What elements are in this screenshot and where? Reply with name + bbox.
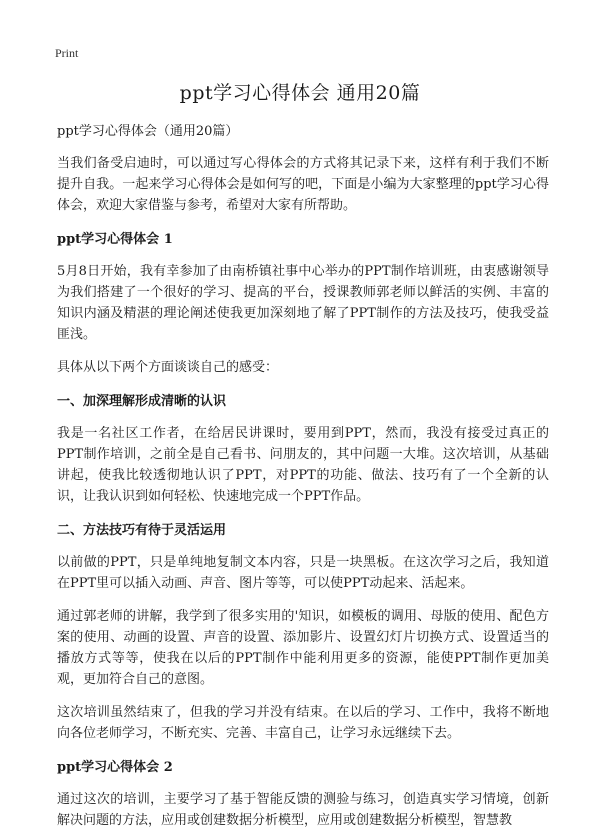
section-heading-2: ppt学习心得体会 2 <box>57 760 173 775</box>
page-title: ppt学习心得体会 通用20篇 <box>179 82 421 104</box>
article-subtitle: ppt学习心得体会（通用20篇） <box>57 124 239 139</box>
paragraph: 我是一名社区工作者，在给居民讲课时，要用到PPT，然而，我没有接受过真正的PPT制作培训，之前全是自己看书、问朋友的，其中问题一大堆。这次培训，从基础讲起，使我比较透彻地认识了PPT，对PPT的功能、做法、技巧有了一个全新的认识，让我认识到如何轻松、快速地完成一个PPT作品。 <box>57 426 549 504</box>
subheading-understanding: 一、加深理解形成清晰的认识 <box>57 394 227 409</box>
print-link[interactable]: Print <box>55 46 79 60</box>
paragraph: 这次培训虽然结束了，但我的学习并没有结束。在以后的学习、工作中，我将不断地向各位老师学习，不断充实、完善、丰富自己，让学习永远继续下去。 <box>57 705 549 741</box>
section-heading-1: ppt学习心得体会 1 <box>57 232 173 247</box>
paragraph: 通过郭老师的讲解，我学到了很多实用的'知识，如模板的调用、母版的使用、配色方案的使用、动画的设置、声音的设置、添加影片、设置幻灯片切换方式、设置适当的播放方式等等，使我在以后的PPT制作中能利用更多的资源，能使PPT制作更加美观，更加符合自己的意图。 <box>57 609 549 687</box>
article-body <box>57 118 549 828</box>
paragraph: 通过这次的培训，主要学习了基于智能反馈的测验与练习，创造真实学习情境，创新解决问题的方法，应用或创建数据分析模型，应用或创建数据分析模型，智慧教 <box>57 792 549 828</box>
paragraph: 具体从以下两个方面谈谈自己的感受： <box>57 360 279 375</box>
subheading-methods: 二、方法技巧有待于灵活运用 <box>57 523 227 538</box>
paragraph: 5月8日开始，我有幸参加了由南桥镇社事中心举办的PPT制作培训班，由衷感谢领导为我们搭建了一个很好的学习、提高的平台，授课教师郭老师以鲜活的实例、丰富的知识内涵及精湛的理论阐述使我更加深刻地了解了PPT制作的方法及技巧，使我受益匪浅。 <box>57 264 549 342</box>
paragraph: 以前做的PPT，只是单纯地复制文本内容，只是一块黑板。在这次学习之后，我知道在PPT里可以插入动画、声音、图片等等，可以使PPT动起来、活起来。 <box>57 555 549 591</box>
intro-paragraph: 当我们备受启迪时，可以通过写心得体会的方式将其记录下来，这样有利于我们不断提升自我。一起来学习心得体会是如何写的吧，下面是小编为大家整理的ppt学习心得体会，欢迎大家借鉴与参考，希望对大家有所帮助。 <box>57 156 549 213</box>
